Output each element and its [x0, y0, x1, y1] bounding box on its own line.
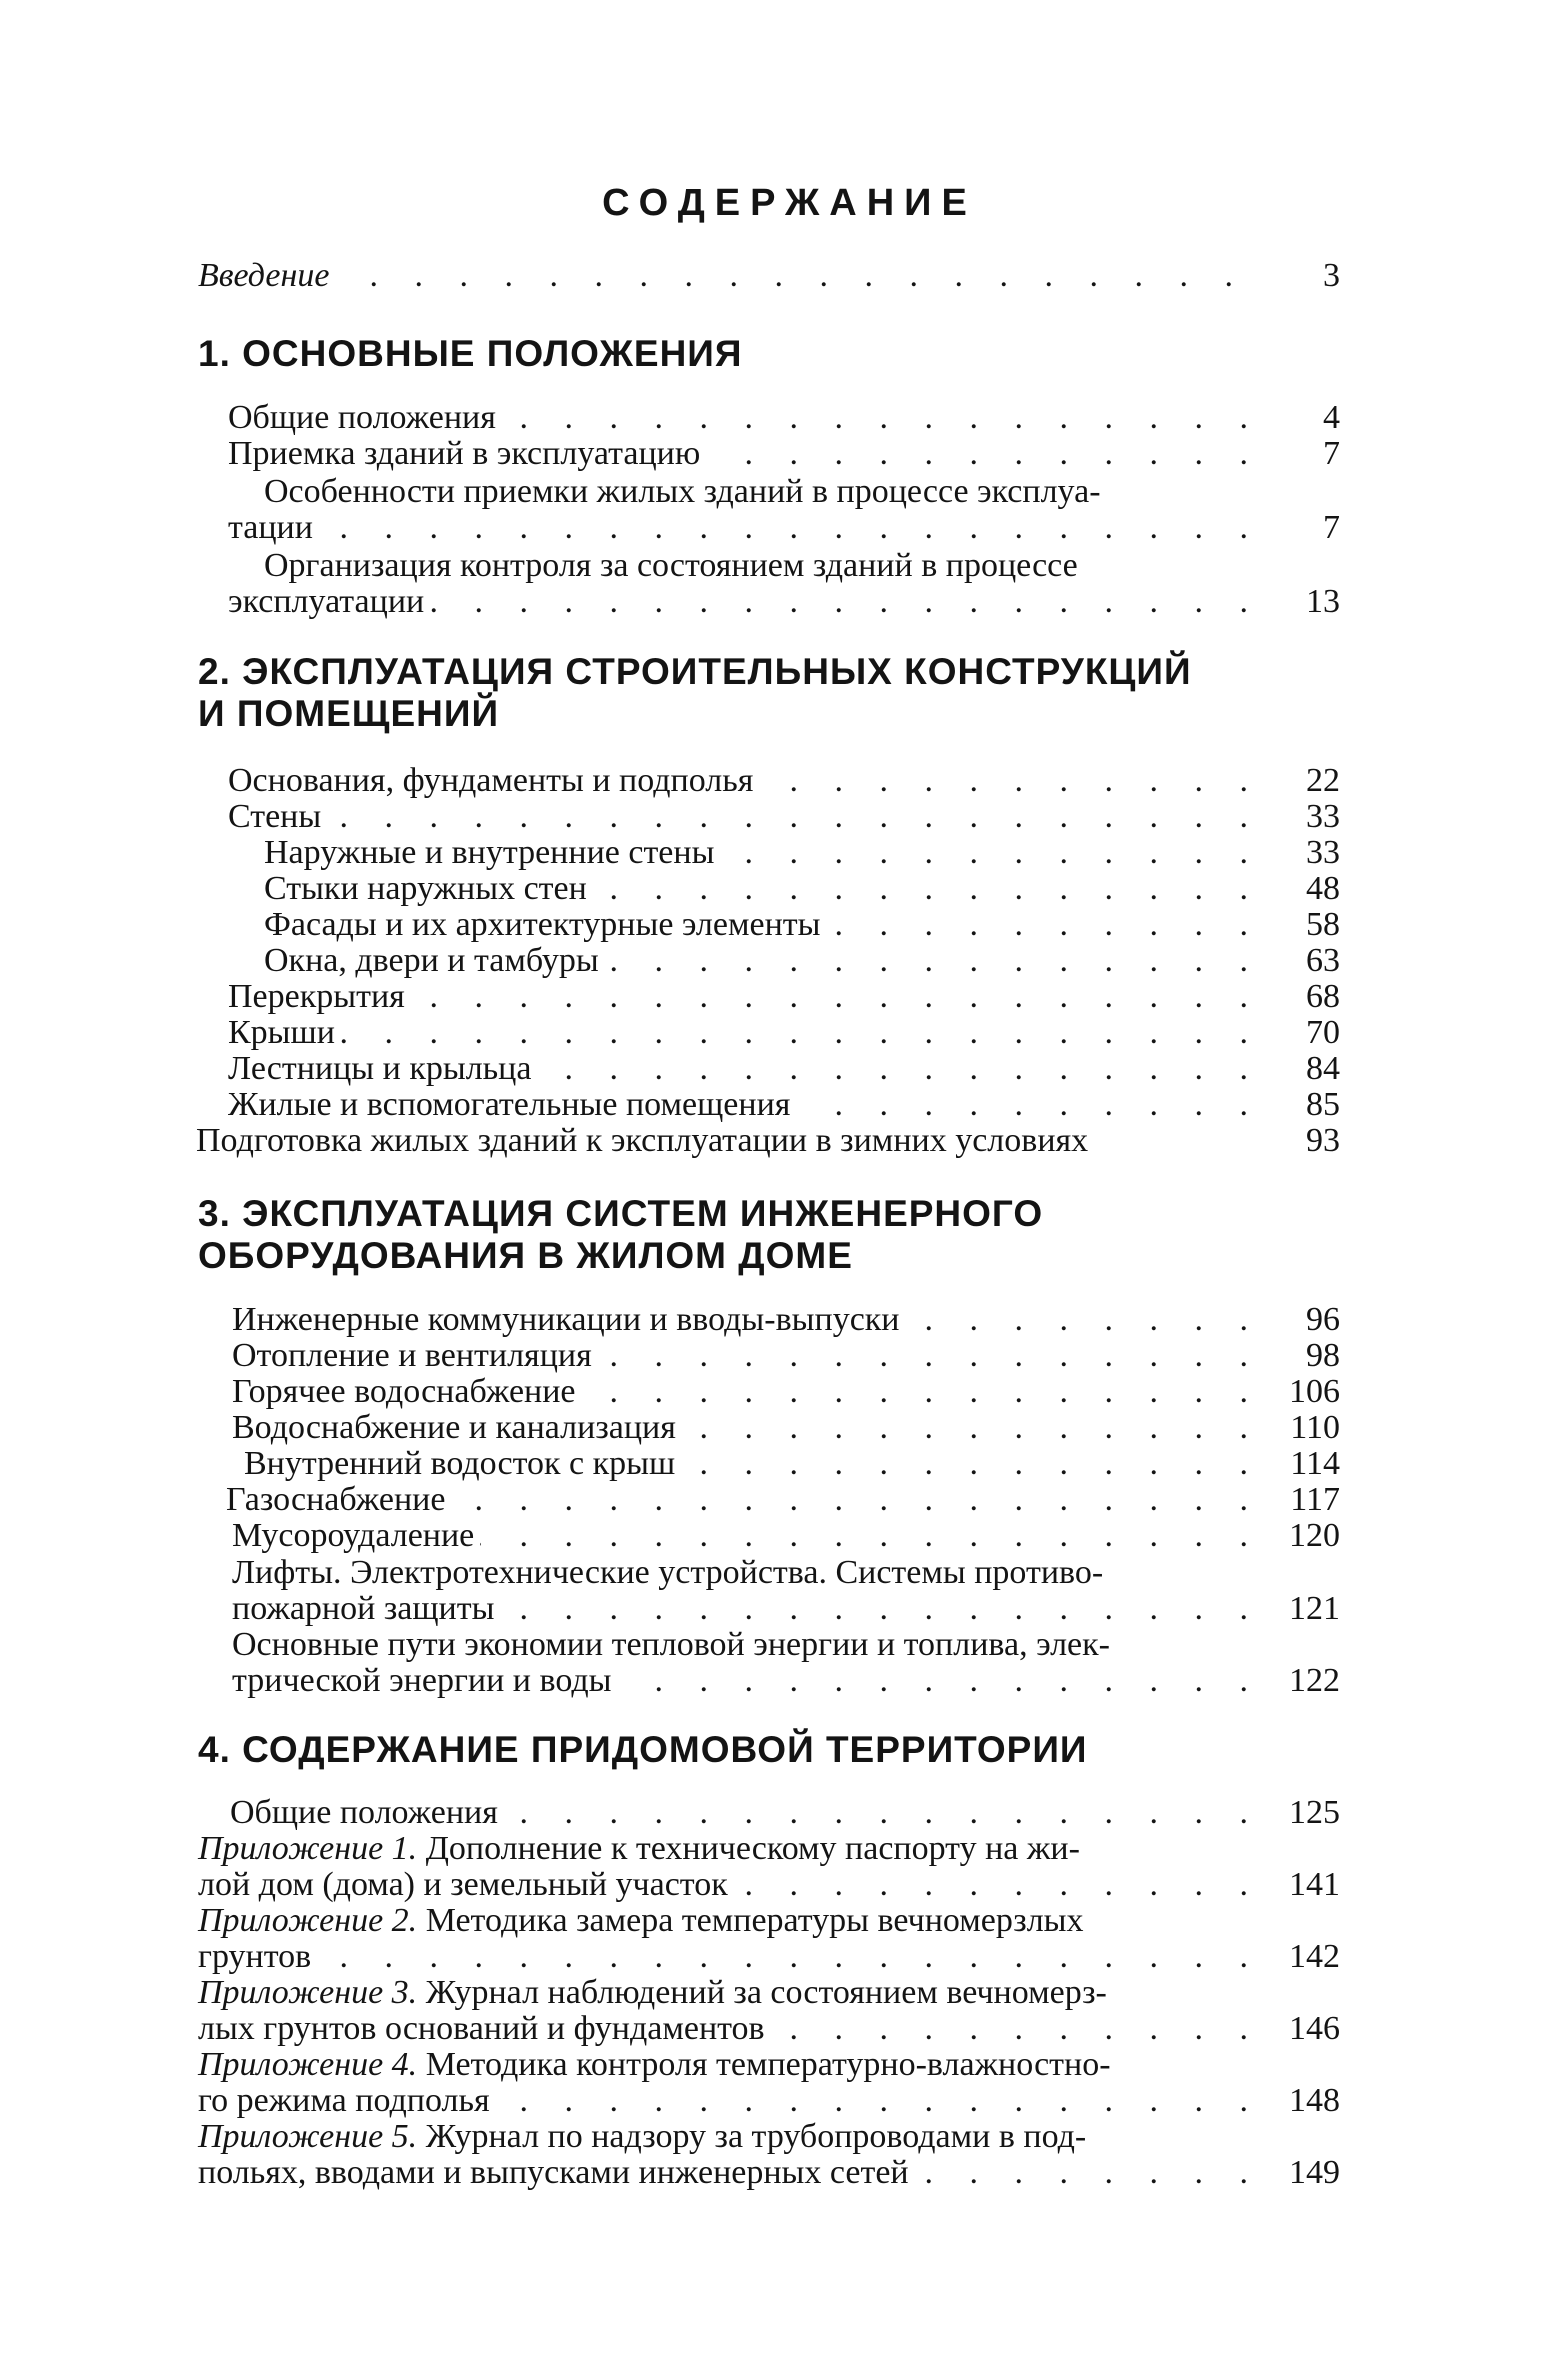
- toc-page-number: 120: [1289, 1517, 1340, 1554]
- dot-leader: [496, 2083, 1262, 2119]
- appendix-prefix: Приложение 4.: [198, 2046, 418, 2083]
- toc-entry-label: Подготовка жилых зданий к эксплуатации в зимних условиях: [196, 1122, 1089, 1159]
- toc-entry-label: Отопление и вентиляция: [232, 1337, 592, 1374]
- dot-leader: [335, 258, 1247, 294]
- dot-leader: [906, 1302, 1263, 1338]
- toc-entry: [264, 943, 1268, 979]
- toc-page-number: 96: [1306, 1301, 1340, 1338]
- toc-page-number: 63: [1306, 942, 1340, 979]
- appendix-prefix: Приложение 2.: [198, 1902, 418, 1939]
- toc-entry-label: Общие положения: [230, 1794, 498, 1831]
- section-heading-3-line2: ОБОРУДОВАНИЯ В ЖИЛОМ ДОМЕ: [198, 1235, 853, 1276]
- toc-entry: [228, 510, 1268, 546]
- toc-entry-label: Горячее водоснабжение: [232, 1373, 576, 1410]
- toc-entry: [264, 871, 1268, 907]
- toc-entry: [232, 1374, 1268, 1410]
- toc-entry-label-line2: лой дом (дома) и земельный участок: [198, 1866, 728, 1903]
- toc-entry: [198, 2011, 1268, 2047]
- toc-entry: [228, 436, 1268, 472]
- toc-entry: [264, 907, 1268, 943]
- toc-entry: [228, 1015, 1268, 1051]
- toc-entry-label-line2: эксплуатации: [228, 583, 425, 620]
- toc-entry: [198, 1867, 1268, 1903]
- toc-entry-label: Инженерные коммуникации и вводы-выпуски: [232, 1301, 900, 1338]
- toc-entry-label-line2: го режима подполья: [198, 2082, 490, 2119]
- toc-entry-label-line2: тации: [228, 509, 313, 546]
- appendix-title: Методика контроля температурно-влажностно-: [417, 2046, 1111, 2083]
- toc-page-number: 106: [1289, 1373, 1340, 1410]
- toc-entry-label-line2: польях, вводами и выпусками инженерных сетей: [198, 2154, 909, 2191]
- toc-entry: [198, 2083, 1268, 2119]
- toc-entry-label: Газоснабжение: [226, 1481, 446, 1518]
- toc-page-number: 68: [1306, 978, 1340, 1015]
- dot-leader: [826, 907, 1262, 943]
- toc-entry: [228, 799, 1268, 835]
- toc-page-number: 98: [1306, 1337, 1340, 1374]
- section-heading-4: 4. СОДЕРЖАНИЕ ПРИДОМОВОЙ ТЕРРИТОРИИ: [198, 1729, 1088, 1770]
- toc-entry: [228, 979, 1268, 1015]
- toc-entry: [232, 1518, 1268, 1554]
- dot-leader: [759, 763, 1262, 799]
- appendix-title: Методика замера температуры вечномерзлых: [417, 1902, 1084, 1939]
- toc-entry-label: Общие положения: [228, 399, 496, 436]
- toc-page-number: 33: [1306, 834, 1340, 871]
- toc-entry: [198, 2155, 1268, 2191]
- toc-page-number: 85: [1306, 1086, 1340, 1123]
- toc-entry-label-line1: [198, 1831, 1080, 1867]
- toc-entry: [226, 1482, 1268, 1518]
- dot-leader: [593, 871, 1262, 907]
- dot-leader: [319, 510, 1262, 546]
- section-heading-3-line1: 3. ЭКСПЛУАТАЦИЯ СИСТЕМ ИНЖЕНЕРНОГО: [198, 1193, 1044, 1234]
- toc-page-number: 117: [1290, 1481, 1340, 1518]
- dot-leader: [341, 1015, 1262, 1051]
- toc-page-number: 142: [1289, 1938, 1340, 1975]
- dot-leader: [605, 943, 1262, 979]
- dot-leader: [430, 584, 1262, 620]
- toc-entry-label-line1: [198, 1975, 1107, 2011]
- toc-entry: [244, 1446, 1268, 1482]
- toc-entry-label-line2: трической энергии и воды: [232, 1662, 612, 1699]
- dot-leader: [500, 1591, 1262, 1627]
- dot-leader: [598, 1338, 1262, 1374]
- dot-leader: [502, 400, 1262, 436]
- toc-entry-label: Внутренний водосток с крыш: [244, 1445, 676, 1482]
- dot-leader: [706, 436, 1262, 472]
- appendix-title: Журнал наблюдений за состоянием вечномерз-: [417, 1974, 1107, 2011]
- toc-entry: [232, 1663, 1268, 1699]
- toc-page-number: 48: [1306, 870, 1340, 907]
- dot-leader: [327, 799, 1262, 835]
- toc-page-number: 22: [1306, 762, 1340, 799]
- toc-page-number: 125: [1289, 1794, 1340, 1831]
- toc-entry: [230, 1795, 1268, 1831]
- toc-entry-label-line1: [198, 1903, 1084, 1939]
- toc-entry-label: Основания, фундаменты и подполья: [228, 762, 754, 799]
- dot-leader: [582, 1374, 1262, 1410]
- toc-entry-label: Жилые и вспомогательные помещения: [228, 1086, 791, 1123]
- dot-leader: [617, 1663, 1262, 1699]
- toc-page-number: 146: [1289, 2010, 1340, 2047]
- toc-entry: [228, 1087, 1268, 1123]
- toc-entry-label-line1: Лифты. Электротехнические устройства. Системы противо-: [232, 1554, 1104, 1591]
- dot-leader: [504, 1795, 1262, 1831]
- toc-entry-label: Окна, двери и тамбуры: [264, 942, 599, 979]
- toc-page-number: 114: [1290, 1445, 1340, 1482]
- toc-entry: [232, 1302, 1268, 1338]
- toc-entry-label: Фасады и их архитектурные элементы: [264, 906, 821, 943]
- appendix-prefix: Приложение 5.: [198, 2118, 418, 2155]
- toc-entry-label: Водоснабжение и канализация: [232, 1409, 676, 1446]
- toc-entry-label-line2: пожарной защиты: [232, 1590, 495, 1627]
- dot-leader: [681, 1446, 1262, 1482]
- dot-leader: [411, 979, 1262, 1015]
- appendix-prefix: Приложение 3.: [198, 1974, 418, 2011]
- appendix-prefix: Приложение 1.: [198, 1830, 418, 1867]
- toc-entry-label-line1: [198, 2047, 1111, 2083]
- toc-entry-label: Введение: [198, 257, 330, 294]
- page-title: СОДЕРЖАНИЕ: [602, 182, 977, 224]
- toc-page-number: 4: [1323, 399, 1340, 436]
- section-heading-2-line2: И ПОМЕЩЕНИЙ: [198, 693, 500, 734]
- section-heading-1: 1. ОСНОВНЫЕ ПОЛОЖЕНИЯ: [198, 333, 743, 374]
- toc-page-number: 110: [1290, 1409, 1340, 1446]
- dot-leader: [682, 1410, 1262, 1446]
- toc-entry-label: Крыши: [228, 1014, 335, 1051]
- toc-entry: [232, 1591, 1268, 1627]
- dot-leader: [537, 1051, 1262, 1087]
- toc-entry-label-line2: лых грунтов оснований и фундаментов: [198, 2010, 765, 2047]
- toc-entry-label: Приемка зданий в эксплуатацию: [228, 435, 701, 472]
- toc-page-number: 93: [1306, 1122, 1340, 1159]
- toc-page-number: 148: [1289, 2082, 1340, 2119]
- toc-page-number: 7: [1323, 435, 1340, 472]
- toc-page-number: 58: [1306, 906, 1340, 943]
- toc-page-number: 3: [1323, 257, 1340, 294]
- toc-page-number: 84: [1306, 1050, 1340, 1087]
- toc-entry-label: Мусороудаление: [232, 1517, 475, 1554]
- toc-entry-label-line1: Основные пути экономии тепловой энергии и топлива, элек-: [232, 1626, 1110, 1663]
- toc-entry: [228, 400, 1268, 436]
- toc-entry-intro: [198, 258, 1253, 294]
- toc-page-number: 149: [1289, 2154, 1340, 2191]
- dot-leader: [317, 1939, 1262, 1975]
- toc-page-number: 7: [1323, 509, 1340, 546]
- toc-entry-label-line1: Особенности приемки жилых зданий в процессе эксплуа-: [264, 473, 1101, 510]
- toc-entry: [198, 1939, 1268, 1975]
- toc-entry-label: Стены: [228, 798, 322, 835]
- toc-page-number: 13: [1306, 583, 1340, 620]
- dot-leader: [451, 1482, 1262, 1518]
- appendix-title: Журнал по надзору за трубопроводами в под-: [417, 2118, 1087, 2155]
- dot-leader: [771, 2011, 1262, 2047]
- dot-leader: [480, 1518, 1262, 1554]
- toc-entry-label-line1: [198, 2119, 1086, 2155]
- toc-page-number: 70: [1306, 1014, 1340, 1051]
- dot-leader: [734, 1867, 1262, 1903]
- toc-page-number: 122: [1289, 1662, 1340, 1699]
- toc-entry-label-line1: Организация контроля за состоянием зданий в процессе: [264, 547, 1078, 584]
- dot-leader: [915, 2155, 1262, 2191]
- toc-page-number: 33: [1306, 798, 1340, 835]
- toc-entry: [232, 1410, 1268, 1446]
- toc-entry-label: Стыки наружных стен: [264, 870, 587, 907]
- appendix-title: Дополнение к техническому паспорту на жи-: [417, 1830, 1080, 1867]
- toc-entry: [232, 1338, 1268, 1374]
- toc-entry: [228, 763, 1268, 799]
- toc-page-number: 121: [1289, 1590, 1340, 1627]
- toc-entry-label: Наружные и внутренние стены: [264, 834, 715, 871]
- toc-entry: [228, 584, 1268, 620]
- toc-entry: [264, 835, 1268, 871]
- section-heading-2-line1: 2. ЭКСПЛУАТАЦИЯ СТРОИТЕЛЬНЫХ КОНСТРУКЦИЙ: [198, 651, 1192, 692]
- dot-leader: [796, 1087, 1262, 1123]
- dot-leader: [720, 835, 1262, 871]
- toc-entry-label: Перекрытия: [228, 978, 405, 1015]
- toc-entry-label-line2: грунтов: [198, 1938, 312, 1975]
- toc-entry-label: Лестницы и крыльца: [228, 1050, 532, 1087]
- toc-entry: [228, 1051, 1268, 1087]
- toc-page-number: 141: [1289, 1866, 1340, 1903]
